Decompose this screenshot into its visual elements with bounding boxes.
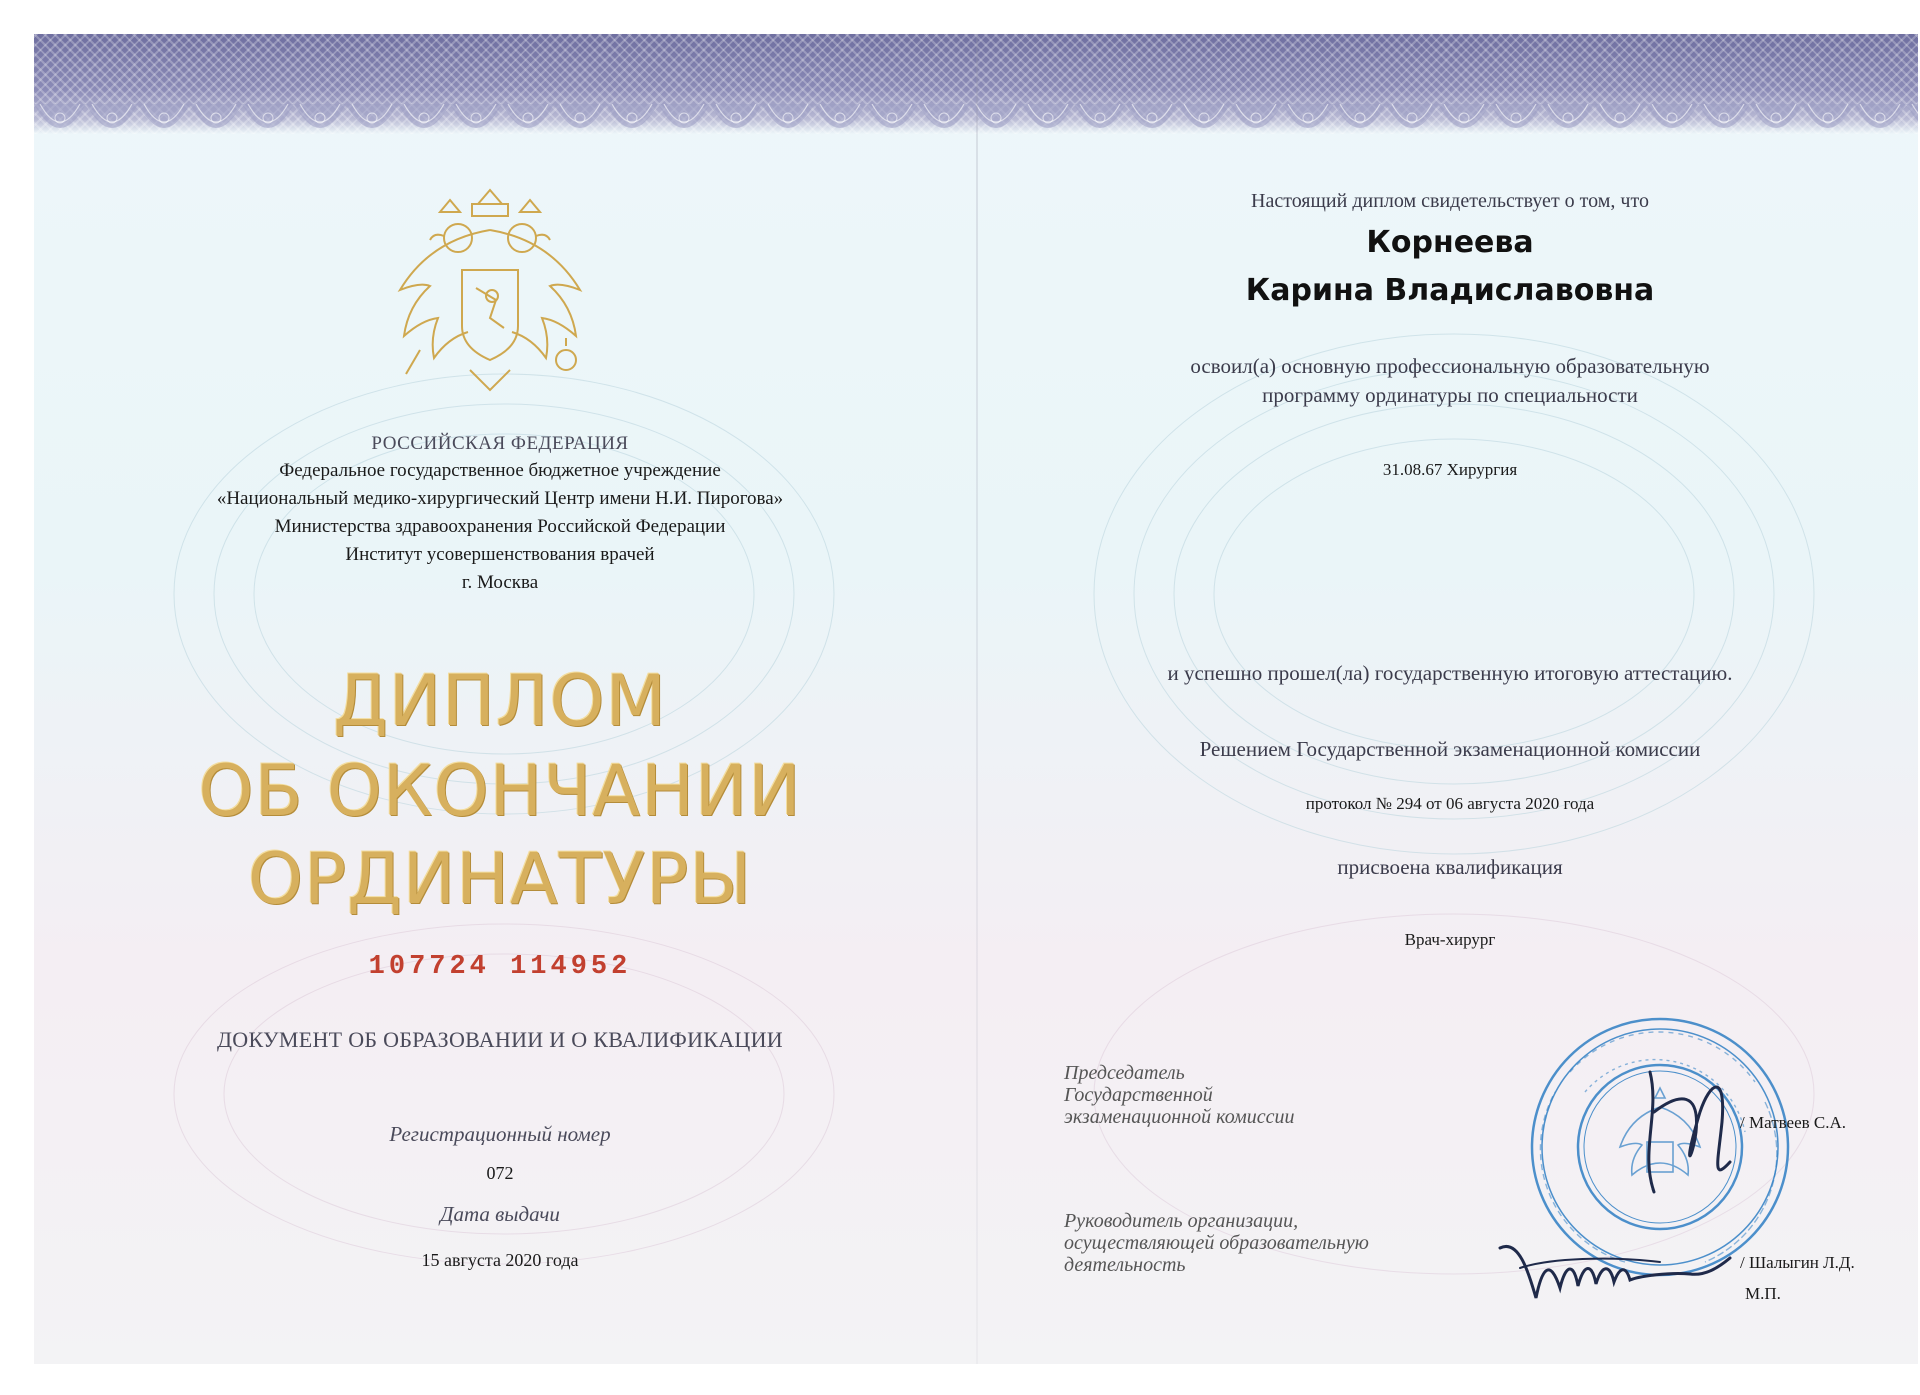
attestation-statement: и успешно прошел(ла) государственную итоговую аттестацию. xyxy=(1167,661,1733,685)
diploma-title-line-1: ДИПЛОМ xyxy=(333,660,667,742)
chairman-name: / Матвеев С.А. xyxy=(1740,1113,1847,1132)
specialty: 31.08.67 Хирургия xyxy=(1382,460,1518,479)
qualification-value: Врач-хирург xyxy=(1404,930,1496,949)
document-type: ДОКУМЕНТ ОБ ОБРАЗОВАНИИ И О КВАЛИФИКАЦИИ xyxy=(216,1027,783,1052)
institution-line-3: Министерства здравоохранения Российской Федерации xyxy=(274,516,726,537)
graduate-surname: Корнеева xyxy=(1366,225,1534,260)
issue-date-label: Дата выдачи xyxy=(440,1202,560,1226)
seal-place-mark: М.П. xyxy=(1745,1284,1781,1303)
institution-line-2: «Национальный медико-хирургический Центр имени Н.И. Пирогова» xyxy=(216,488,784,509)
issue-date: 15 августа 2020 года xyxy=(421,1250,579,1270)
registration-number-label: Регистрационный номер xyxy=(389,1122,611,1146)
registration-number: 072 xyxy=(486,1163,514,1183)
head-role xyxy=(1064,1210,1369,1276)
head-role-line-3: деятельность xyxy=(1064,1254,1186,1276)
chairman-signature xyxy=(1630,1052,1750,1202)
head-name: / Шалыгин Л.Д. xyxy=(1740,1253,1855,1272)
program-line-1: освоил(а) основную профессиональную образовательную xyxy=(1190,354,1710,378)
graduate-given-names: Карина Владиславовна xyxy=(1245,273,1655,308)
program-line-2: программу ординатуры по специальности xyxy=(1262,383,1638,407)
page-fold xyxy=(976,34,978,1364)
qualification-label: присвоена квалификация xyxy=(1337,855,1563,879)
certification-intro: Настоящий диплом свидетельствует о том, что xyxy=(1251,190,1649,212)
commission-decision: Решением Государственной экзаменационной комиссии xyxy=(1199,737,1701,761)
diploma-title-line-2: ОБ ОКОНЧАНИИ xyxy=(198,750,802,832)
diploma-title-line-3: ОРДИНАТУРЫ xyxy=(247,838,753,920)
protocol-info: протокол № 294 от 06 августа 2020 года xyxy=(1305,794,1595,813)
chairman-role-line-1: Председатель xyxy=(1064,1062,1185,1084)
chairman-role xyxy=(1064,1062,1294,1128)
chairman-role-line-2: Государственной xyxy=(1064,1084,1213,1106)
double-headed-eagle-emblem xyxy=(380,170,600,410)
chairman-role-line-3: экзаменационной комиссии xyxy=(1064,1106,1295,1128)
head-role-line-1: Руководитель организации, xyxy=(1064,1210,1299,1232)
country-name: РОССИЙСКАЯ ФЕДЕРАЦИЯ xyxy=(371,433,629,454)
head-role-line-2: осуществляющей образовательную xyxy=(1064,1232,1369,1254)
institution-line-1: Федеральное государственное бюджетное учреждение xyxy=(279,460,721,481)
head-signature xyxy=(1490,1218,1740,1318)
diploma-serial-number: 107724 114952 xyxy=(368,952,632,982)
institution-line-4: Институт усовершенствования врачей xyxy=(345,544,655,565)
institution-city: г. Москва xyxy=(461,572,539,593)
